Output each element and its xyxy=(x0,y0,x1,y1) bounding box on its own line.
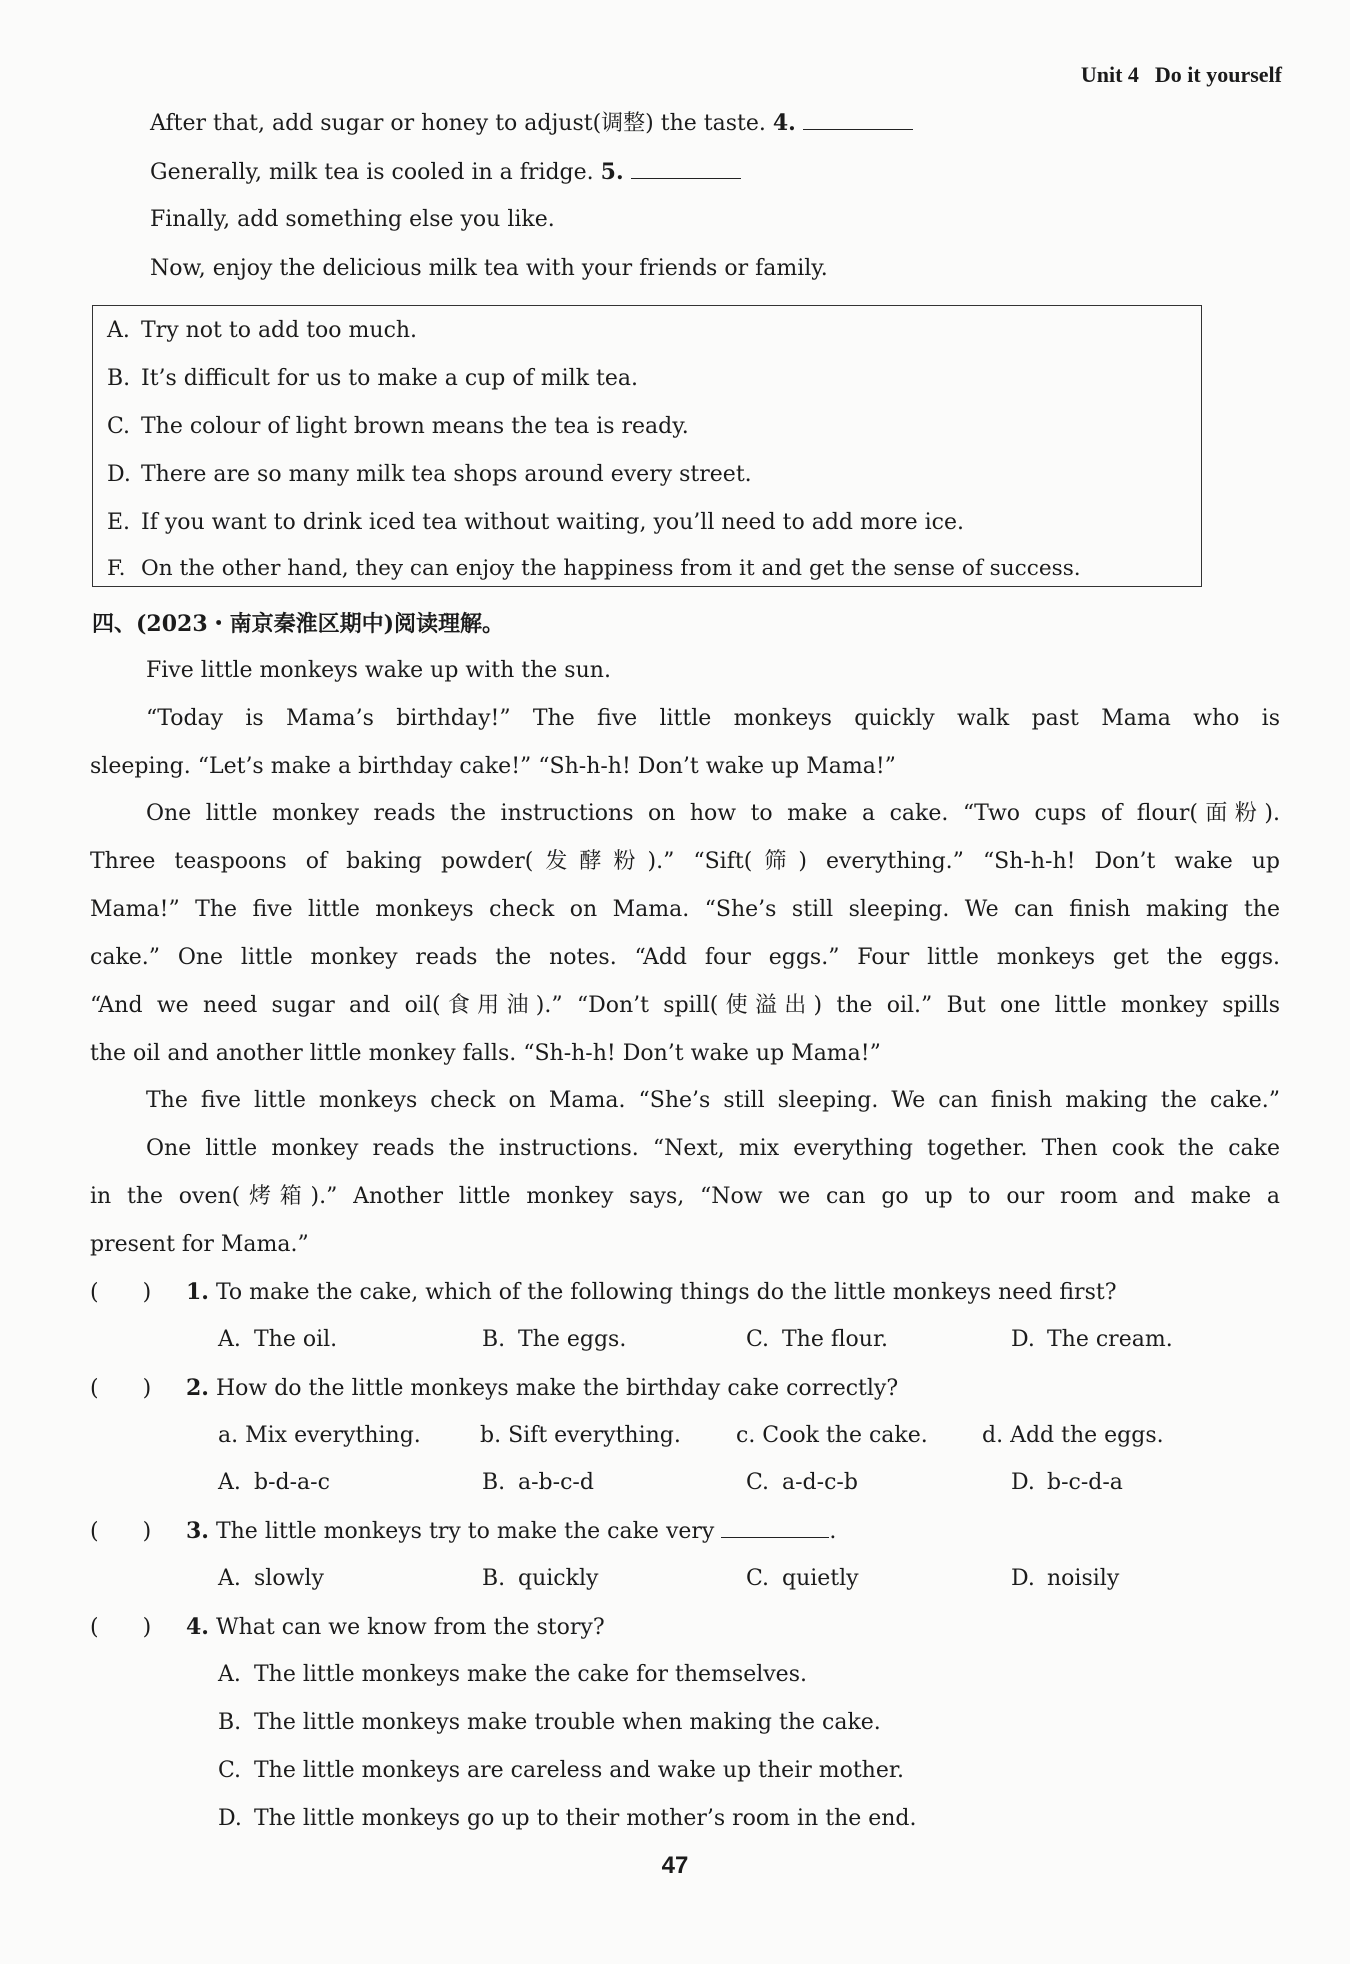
choice-letter: B. xyxy=(482,1470,506,1495)
choice-text: The oil. xyxy=(254,1327,338,1352)
section-title: 四、(2023・南京秦淮区期中)阅读理解。 xyxy=(92,611,505,637)
q4-choice-c[interactable] xyxy=(218,1756,904,1786)
question-3: ( ) 3. The little monkeys try to make the cake very . xyxy=(90,1516,836,1547)
q2-choice-c[interactable] xyxy=(746,1468,858,1498)
option-text: Try not to add too much. xyxy=(141,318,418,343)
question-1 xyxy=(90,1277,1117,1308)
q2-choice-d[interactable] xyxy=(1011,1468,1123,1498)
q2-choice-b[interactable] xyxy=(482,1468,594,1498)
choice-text: The flour. xyxy=(782,1327,889,1352)
question-number: 4. xyxy=(186,1614,209,1640)
blank-number-4: 4. xyxy=(772,110,796,136)
q3-choice-c[interactable] xyxy=(746,1564,859,1594)
passage-p5-line2: in the oven(烤箱).” Another little monkey says, “Now we can go up to our room and make a xyxy=(90,1184,1280,1209)
option-a xyxy=(107,316,417,346)
choice-letter: B. xyxy=(482,1327,506,1352)
intro-line-1 xyxy=(150,108,913,139)
option-letter: B. xyxy=(107,366,131,391)
passage-p4: The five little monkeys check on Mama. “She’s still sleeping. We can finish making the cake.” xyxy=(146,1088,1280,1113)
options-box xyxy=(92,305,1202,587)
option-letter: F. xyxy=(107,556,126,581)
option-d xyxy=(107,460,752,490)
passage-p2-line2: sleeping. “Let’s make a birthday cake!” “Sh-h-h! Don’t wake up Mama!” xyxy=(90,754,896,779)
passage-p3-line1: One little monkey reads the instructions on how to make a cake. “Two cups of flour(面粉). xyxy=(146,801,1280,826)
passage-p5-line3: present for Mama.” xyxy=(90,1232,309,1257)
answer-paren-3[interactable]: ( ) xyxy=(90,1519,152,1544)
choice-letter: A. xyxy=(218,1662,241,1687)
option-letter: E. xyxy=(107,510,131,535)
passage-p3-line2: Three teaspoons of baking powder(发酵粉).” “Sift(筛) everything.” “Sh-h-h! Don’t wake up xyxy=(90,849,1280,874)
answer-paren-2[interactable]: ( ) xyxy=(90,1376,152,1401)
question-text: To make the cake, which of the following things do the little monkeys need first? xyxy=(215,1280,1117,1305)
page-header xyxy=(1081,62,1282,88)
passage-p3-line3: Mama!” The five little monkeys check on Mama. “She’s still sleeping. We can finish making the xyxy=(90,897,1280,922)
question-text: How do the little monkeys make the birthday cake correctly? xyxy=(215,1376,899,1401)
q2-step-d: d. Add the eggs. xyxy=(982,1423,1164,1448)
question-text: The little monkeys try to make the cake very xyxy=(215,1519,715,1544)
option-c xyxy=(107,412,689,442)
choice-letter: A. xyxy=(218,1327,241,1352)
intro-line-2-text: Generally, milk tea is cooled in a fridge. xyxy=(150,160,594,185)
option-b xyxy=(107,364,638,394)
choice-letter: B. xyxy=(218,1710,242,1735)
choice-letter: A. xyxy=(218,1470,241,1495)
option-text: There are so many milk tea shops around every street. xyxy=(141,462,752,487)
q3-choice-b[interactable] xyxy=(482,1564,598,1594)
choice-text: The little monkeys go up to their mother’s room in the end. xyxy=(254,1806,917,1831)
choice-text: a-b-c-d xyxy=(518,1470,594,1495)
choice-letter: C. xyxy=(218,1758,242,1783)
unit-title: Do it yourself xyxy=(1154,62,1282,87)
choice-letter: B. xyxy=(482,1566,506,1591)
option-letter: A. xyxy=(107,318,130,343)
choice-text: The little monkeys make trouble when making the cake. xyxy=(254,1710,881,1735)
q3-choice-d[interactable] xyxy=(1011,1564,1119,1594)
option-text: The colour of light brown means the tea is ready. xyxy=(141,414,689,439)
question-text: What can we know from the story? xyxy=(215,1615,605,1640)
passage-p3-line4: cake.” One little monkey reads the notes. “Add four eggs.” Four little monkeys get the eggs. xyxy=(90,945,1280,970)
choice-text: b-c-d-a xyxy=(1047,1470,1123,1495)
option-text: If you want to drink iced tea without waiting, you’ll need to add more ice. xyxy=(141,510,965,535)
question-2 xyxy=(90,1373,898,1404)
choice-text: a-d-c-b xyxy=(782,1470,858,1495)
blank-number-5: 5. xyxy=(600,159,624,185)
option-text: It’s difficult for us to make a cup of milk tea. xyxy=(141,366,638,391)
question-number: 1. xyxy=(186,1279,209,1305)
answer-blank-4[interactable] xyxy=(803,109,913,130)
passage-p3-line5: “And we need sugar and oil(食用油).” “Don’t spill(使溢出) the oil.” But one little monkey spills xyxy=(90,993,1280,1018)
choice-text: slowly xyxy=(254,1566,324,1591)
option-letter: C. xyxy=(107,414,131,439)
q2-step-a: a. Mix everything. xyxy=(218,1423,421,1448)
intro-line-1-text: After that, add sugar or honey to adjust(调整) the taste. xyxy=(150,111,766,136)
q1-choice-a[interactable] xyxy=(218,1325,337,1355)
choice-letter: D. xyxy=(1011,1566,1035,1591)
option-f xyxy=(107,554,1081,584)
intro-line-4: Now, enjoy the delicious milk tea with your friends or family. xyxy=(150,256,828,281)
passage-p3-line6: the oil and another little monkey falls. “Sh-h-h! Don’t wake up Mama!” xyxy=(90,1041,881,1066)
choice-letter: D. xyxy=(1011,1470,1035,1495)
answer-paren-1[interactable]: ( ) xyxy=(90,1280,152,1305)
unit-label: Unit 4 xyxy=(1080,62,1139,87)
q1-choice-b[interactable] xyxy=(482,1325,626,1355)
q4-choice-d[interactable] xyxy=(218,1804,917,1834)
choice-text: The eggs. xyxy=(518,1327,627,1352)
q4-choice-b[interactable] xyxy=(218,1708,881,1738)
intro-line-3: Finally, add something else you like. xyxy=(150,207,555,232)
choice-letter: D. xyxy=(218,1806,242,1831)
intro-line-2 xyxy=(150,157,741,188)
question-4 xyxy=(90,1612,605,1643)
q2-choice-a[interactable] xyxy=(218,1468,330,1498)
choice-letter: C. xyxy=(746,1566,770,1591)
option-e xyxy=(107,508,964,538)
q4-choice-a[interactable] xyxy=(218,1660,807,1690)
answer-blank-5[interactable] xyxy=(631,158,741,179)
q1-choice-d[interactable] xyxy=(1011,1325,1173,1355)
choice-letter: D. xyxy=(1011,1327,1035,1352)
q1-choice-c[interactable] xyxy=(746,1325,888,1355)
choice-letter: C. xyxy=(746,1470,770,1495)
page-number: 47 xyxy=(661,1852,689,1879)
answer-paren-4[interactable]: ( ) xyxy=(90,1615,152,1640)
q3-choice-a[interactable] xyxy=(218,1564,324,1594)
choice-letter: C. xyxy=(746,1327,770,1352)
passage-p5-line1: One little monkey reads the instructions. “Next, mix everything together. Then cook the cake xyxy=(146,1136,1280,1161)
option-letter: D. xyxy=(107,462,131,487)
q2-step-c: c. Cook the cake. xyxy=(736,1423,928,1448)
option-text: On the other hand, they can enjoy the happiness from it and get the sense of success. xyxy=(141,556,1081,581)
passage-p2-line1: “Today is Mama’s birthday!” The five little monkeys quickly walk past Mama who is xyxy=(146,706,1280,731)
choice-text: quietly xyxy=(782,1566,859,1591)
choice-text: noisily xyxy=(1047,1566,1120,1591)
choice-text: b-d-a-c xyxy=(254,1470,330,1495)
choice-text: The little monkeys are careless and wake up their mother. xyxy=(254,1758,904,1783)
answer-blank-q3[interactable] xyxy=(721,1517,829,1538)
choice-letter: A. xyxy=(218,1566,241,1591)
question-number: 2. xyxy=(186,1375,209,1401)
choice-text: The cream. xyxy=(1047,1327,1173,1352)
choice-text: The little monkeys make the cake for themselves. xyxy=(254,1662,807,1687)
passage-p1: Five little monkeys wake up with the sun. xyxy=(146,658,611,683)
question-number: 3. xyxy=(186,1518,209,1544)
q2-step-b: b. Sift everything. xyxy=(480,1423,681,1448)
choice-text: quickly xyxy=(518,1566,599,1591)
